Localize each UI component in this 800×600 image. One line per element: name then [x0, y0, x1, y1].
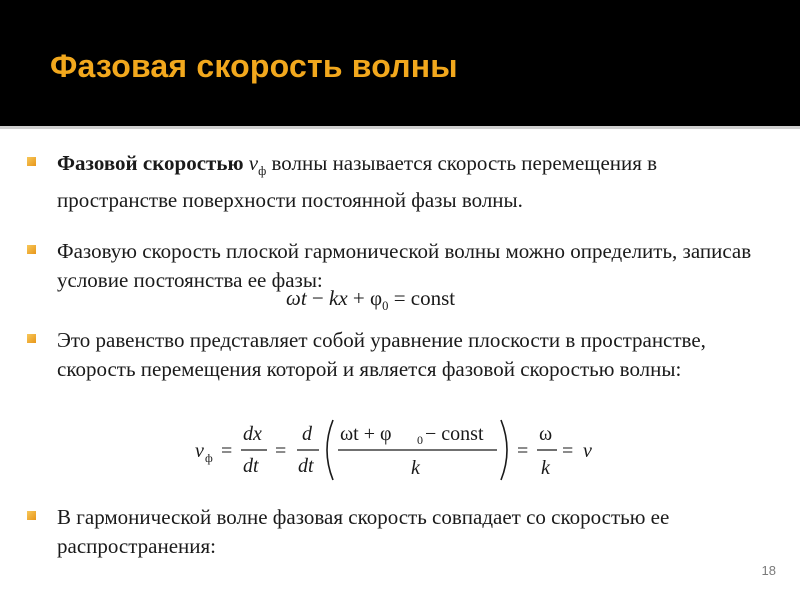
equation-phase-velocity: [195, 416, 595, 486]
page-number: 18: [761, 563, 776, 578]
bullet-text-2: Фазовую скорость плоской гармонической волны можно определить, записав условие постоянства ее фазы:: [57, 239, 752, 292]
bullet-marker-4: [27, 511, 36, 520]
eq2-num-sub: 0: [417, 433, 423, 447]
eq2-eq-4: =: [562, 440, 574, 462]
eq2-numerator: ωt + φ: [340, 423, 392, 445]
eq2-k: k: [411, 457, 420, 479]
eq2-eq-1: =: [221, 440, 233, 462]
eq1-kx: kx: [329, 286, 348, 310]
eq2-d: d: [302, 423, 312, 445]
eq1-omega-t: ωt: [286, 286, 307, 310]
bullet-text-1: [57, 149, 777, 214]
bullet-1-body: волны называется скорость перемещения в пространстве поверхности постоянной фазы волны.: [57, 151, 658, 212]
eq2-k2: k: [541, 457, 550, 479]
equation-phase-constant: [286, 286, 455, 314]
slide-title: Фазовая скорость волны: [50, 48, 458, 84]
eq2-v-end: v: [583, 440, 592, 462]
eq2-dt: dt: [243, 455, 259, 477]
eq2-left-paren: [327, 420, 333, 480]
bullet-text-3: Это равенство представляет собой уравнение плоскости в пространстве, скорость перемещения которой и является фазовой скоростью волны:: [57, 328, 706, 381]
bullet-text-4: В гармонической волне фазовая скорость совпадает со скоростью ее распространения:: [57, 505, 670, 558]
bullet-marker-1: [27, 157, 36, 166]
eq2-dt2: dt: [298, 455, 314, 477]
eq2-num-tail: − const: [425, 423, 484, 445]
eq2-dx: dx: [243, 423, 262, 445]
eq2-omega: ω: [539, 423, 553, 445]
eq1-phi: φ: [370, 286, 383, 310]
eq2-v: v: [195, 440, 204, 462]
eq1-minus: −: [306, 286, 330, 310]
eq1-rhs: = const: [388, 286, 456, 310]
eq1-plus: +: [347, 286, 371, 310]
term-phase-velocity: Фазовой скоростью: [57, 151, 244, 175]
bullet-marker-2: [27, 245, 36, 254]
eq2-eq-2: =: [275, 440, 287, 462]
symbol-v: v: [248, 151, 259, 175]
eq2-right-paren: [501, 420, 507, 480]
eq1-phi-sub: 0: [382, 299, 389, 314]
eq2-eq-3: =: [517, 440, 529, 462]
bullet-marker-3: [27, 334, 36, 343]
eq2-v-sub: ф: [205, 451, 213, 465]
symbol-v-sub: ф: [258, 164, 267, 179]
